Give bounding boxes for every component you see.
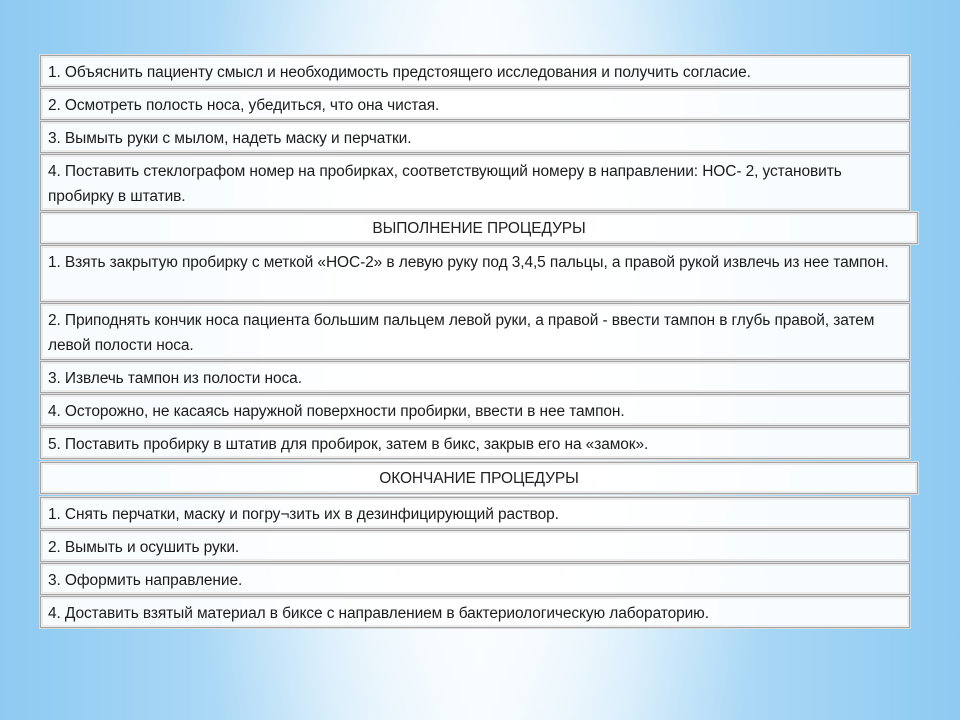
preparation-step-3: 3. Вымыть руки с мылом, надеть маску и перчатки. xyxy=(40,121,910,153)
completion-step-4: 4. Доставить взятый материал в биксе с направлением в бактериологическую лабораторию. xyxy=(40,596,910,628)
execution-step-5: 5. Поставить пробирку в штатив для пробирок, затем в бикс, закрыв его на «замок». xyxy=(40,427,910,459)
execution-step-3: 3. Извлечь тампон из полости носа. xyxy=(40,361,910,393)
procedure-table xyxy=(40,50,918,632)
preparation-step-4: 4. Поставить стеклографом номер на пробирках, соответствующий номеру в направлении: НОС- 2, установить пробирку в штатив. xyxy=(40,154,910,211)
completion-section-title: ОКОНЧАНИЕ ПРОЦЕДУРЫ xyxy=(40,462,918,494)
preparation-step-2: 2. Осмотреть полость носа, убедиться, что она чистая. xyxy=(40,88,910,120)
preparation-step-1: 1. Объяснить пациенту смысл и необходимость предстоящего исследования и получить согласие. xyxy=(40,55,910,87)
execution-step-4: 4. Осторожно, не касаясь наружной поверхности пробирки, ввести в нее тампон. xyxy=(40,394,910,426)
execution-step-1: 1. Взять закрытую пробирку с меткой «НОС-2» в левую руку под 3,4,5 пальцы, а правой рукой извлечь из нее тампон. xyxy=(40,245,910,302)
execution-section-title: ВЫПОЛНЕНИЕ ПРОЦЕДУРЫ xyxy=(40,212,918,244)
completion-step-2: 2. Вымыть и осушить руки. xyxy=(40,530,910,562)
completion-step-1: 1. Снять перчатки, маску и погру¬зить их в дезинфицирующий раствор. xyxy=(40,497,910,529)
execution-step-2: 2. Приподнять кончик носа пациента большим пальцем левой руки, а правой - ввести тампон в глубь правой, затем левой полости носа. xyxy=(40,303,910,360)
completion-step-3: 3. Оформить направление. xyxy=(40,563,910,595)
